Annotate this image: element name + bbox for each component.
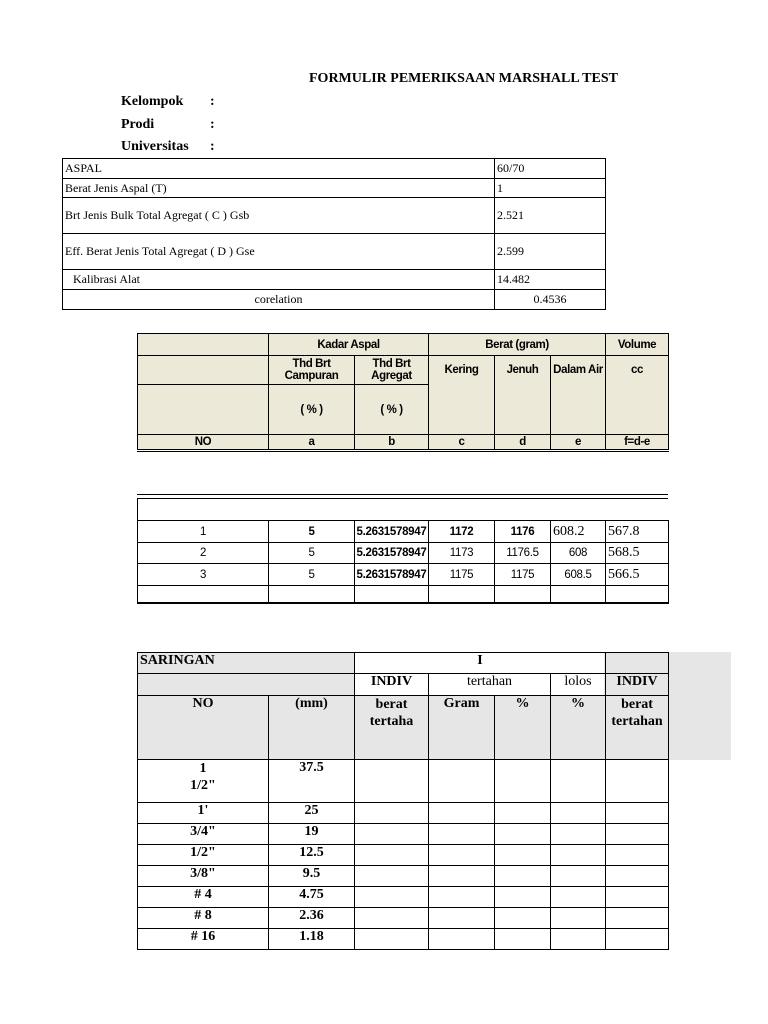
sieve-mm: 25 [269, 803, 355, 824]
divider [137, 498, 668, 499]
sieve-berat-tertaha: berat tertaha [355, 696, 429, 760]
header-no: NO [138, 435, 269, 451]
sieve-no-header: NO [138, 696, 269, 760]
table-row [138, 564, 669, 586]
sieve-gram: Gram [429, 696, 495, 760]
empty-cell [355, 760, 429, 803]
meta-universitas [121, 139, 241, 155]
header-col-d: d [495, 435, 551, 451]
properties-table [62, 158, 606, 310]
sieve-mm: 2.36 [269, 908, 355, 929]
empty-cell [606, 929, 669, 950]
row-a: 5 [269, 543, 355, 564]
header-thd-campuran: Thd Brt Campuran [269, 356, 355, 385]
row-e: 608.5 [551, 564, 606, 586]
header-cc: cc [606, 356, 669, 435]
header-thd-agregat: Thd Brt Agregat [355, 356, 429, 385]
row-no: 3 [138, 564, 269, 586]
empty-cell [355, 929, 429, 950]
row-c: 1172 [429, 521, 495, 543]
marshall-data-table [137, 520, 669, 604]
meta-colon: : [210, 117, 215, 132]
row-c: 1173 [429, 543, 495, 564]
header-berat: Berat (gram) [429, 334, 606, 356]
empty-cell [551, 824, 606, 845]
row-d: 1175 [495, 564, 551, 586]
header-col-a: a [269, 435, 355, 451]
empty-cell [355, 803, 429, 824]
table-row [63, 270, 606, 290]
table-row [138, 543, 669, 564]
sieve-no: 1/2" [138, 845, 269, 866]
table-row [138, 908, 669, 929]
empty-cell [429, 866, 495, 887]
property-label: Brt Jenis Bulk Total Agregat ( C ) Gsb [63, 198, 495, 234]
empty-cell [551, 887, 606, 908]
empty-cell [551, 845, 606, 866]
empty-cell [495, 803, 551, 824]
property-value: 0.4536 [495, 290, 606, 310]
header-volume: Volume [606, 334, 669, 356]
header-jenuh: Jenuh [495, 356, 551, 435]
row-d: 1176 [495, 521, 551, 543]
empty-cell [495, 929, 551, 950]
empty-cell [429, 586, 495, 603]
empty-cell [495, 866, 551, 887]
property-label: Berat Jenis Aspal (T) [63, 179, 495, 198]
header-dalam-air: Dalam Air [551, 356, 606, 435]
meta-kelompok [121, 94, 241, 110]
header-col-b: b [355, 435, 429, 451]
empty-cell [606, 760, 669, 803]
divider [137, 494, 668, 495]
row-no: 2 [138, 543, 269, 564]
empty-cell [551, 586, 606, 603]
property-label: ASPAL [63, 159, 495, 179]
empty-cell [355, 824, 429, 845]
header-cell [138, 674, 355, 696]
sieve-no: 3/4" [138, 824, 269, 845]
table-row [138, 866, 669, 887]
row-f: 568.5 [606, 543, 669, 564]
property-value: 1 [495, 179, 606, 198]
sieve-mm: 9.5 [269, 866, 355, 887]
property-label: corelation [63, 290, 495, 310]
empty-cell [606, 803, 669, 824]
row-f: 567.8 [606, 521, 669, 543]
sieve-tertahan: tertahan [429, 674, 551, 696]
row-e: 608 [551, 543, 606, 564]
row-a: 5 [269, 564, 355, 586]
header-kadar-aspal: Kadar Aspal [269, 334, 429, 356]
meta-colon: : [210, 94, 215, 109]
row-c: 1175 [429, 564, 495, 586]
header-col-e: e [551, 435, 606, 451]
sieve-pct-lolos: % [551, 696, 606, 760]
property-value: 2.521 [495, 198, 606, 234]
empty-cell [355, 908, 429, 929]
header-col-f: f=d-e [606, 435, 669, 451]
row-a: 5 [269, 521, 355, 543]
sieve-group-i: I [355, 653, 606, 674]
table-row [138, 760, 669, 803]
empty-cell [551, 866, 606, 887]
table-row [138, 929, 669, 950]
property-value: 60/70 [495, 159, 606, 179]
empty-cell [606, 908, 669, 929]
table-row [138, 435, 669, 451]
empty-cell [495, 845, 551, 866]
table-row [138, 586, 669, 603]
table-row [138, 521, 669, 543]
sieve-no: 3/8" [138, 866, 269, 887]
empty-cell [606, 866, 669, 887]
header-cell [138, 356, 269, 385]
empty-cell [355, 845, 429, 866]
page-title: FORMULIR PEMERIKSAAN MARSHALL TEST [309, 71, 618, 86]
empty-cell [551, 760, 606, 803]
sieve-mm: 4.75 [269, 887, 355, 908]
sieve-pct-tertahan: % [495, 696, 551, 760]
row-b: 5.2631578947 [355, 521, 429, 543]
divider [137, 498, 138, 521]
sieve-title: SARINGAN [138, 653, 355, 674]
header-kering: Kering [429, 356, 495, 435]
sieve-mm-header: (mm) [269, 696, 355, 760]
empty-cell [355, 586, 429, 603]
sieve-no: # 16 [138, 929, 269, 950]
table-row [138, 674, 669, 696]
table-row [138, 824, 669, 845]
empty-cell [429, 803, 495, 824]
empty-cell [269, 586, 355, 603]
empty-cell [495, 586, 551, 603]
row-b: 5.2631578947 [355, 564, 429, 586]
sieve-no: 1 1/2" [138, 760, 269, 803]
empty-cell [606, 845, 669, 866]
header-pct-a: ( % ) [269, 385, 355, 435]
empty-cell [429, 824, 495, 845]
meta-label: Prodi [121, 117, 155, 132]
table-row [138, 803, 669, 824]
sieve-mm: 19 [269, 824, 355, 845]
sieve-table [137, 652, 669, 950]
empty-cell [429, 929, 495, 950]
table-row [63, 198, 606, 234]
empty-cell [606, 824, 669, 845]
table-row [138, 845, 669, 866]
sieve-no: # 8 [138, 908, 269, 929]
sieve-indiv: INDIV [355, 674, 429, 696]
sieve-indiv-2: INDIV [606, 674, 669, 696]
table-row [138, 696, 669, 760]
empty-cell [606, 586, 669, 603]
table-row [138, 653, 669, 674]
property-value: 2.599 [495, 234, 606, 270]
empty-cell [429, 908, 495, 929]
property-value: 14.482 [495, 270, 606, 290]
row-f: 566.5 [606, 564, 669, 586]
empty-cell [138, 586, 269, 603]
sieve-mm: 12.5 [269, 845, 355, 866]
header-pct-b: ( % ) [355, 385, 429, 435]
row-b: 5.2631578947 [355, 543, 429, 564]
table-row [138, 887, 669, 908]
table-row [63, 179, 606, 198]
table-row [138, 356, 669, 385]
table-row [63, 290, 606, 310]
empty-cell [551, 803, 606, 824]
sieve-no: 1' [138, 803, 269, 824]
sieve-mm: 37.5 [269, 760, 355, 803]
empty-cell [355, 887, 429, 908]
table-row [138, 334, 669, 356]
header-cell [606, 653, 669, 674]
empty-cell [551, 929, 606, 950]
table-row [63, 234, 606, 270]
table-row [63, 159, 606, 179]
empty-cell [429, 887, 495, 908]
empty-cell [429, 760, 495, 803]
empty-cell [495, 908, 551, 929]
header-cell [138, 334, 269, 356]
marshall-header-table [137, 333, 669, 452]
property-label: Kalibrasi Alat [63, 270, 495, 290]
meta-label: Kelompok [121, 94, 184, 109]
sieve-berat-tertahan: berat tertahan [606, 696, 669, 760]
empty-cell [495, 887, 551, 908]
empty-cell [606, 887, 669, 908]
row-d: 1176.5 [495, 543, 551, 564]
sieve-lolos: lolos [551, 674, 606, 696]
header-col-c: c [429, 435, 495, 451]
row-no: 1 [138, 521, 269, 543]
empty-cell [429, 845, 495, 866]
sieve-no: # 4 [138, 887, 269, 908]
empty-cell [495, 760, 551, 803]
meta-prodi [121, 117, 241, 133]
property-label: Eff. Berat Jenis Total Agregat ( D ) Gse [63, 234, 495, 270]
meta-colon: : [210, 139, 215, 154]
meta-label: Universitas [121, 139, 189, 154]
sieve-mm: 1.18 [269, 929, 355, 950]
empty-cell [551, 908, 606, 929]
empty-cell [495, 824, 551, 845]
header-cell [138, 385, 269, 435]
row-e: 608.2 [551, 521, 606, 543]
empty-cell [355, 866, 429, 887]
